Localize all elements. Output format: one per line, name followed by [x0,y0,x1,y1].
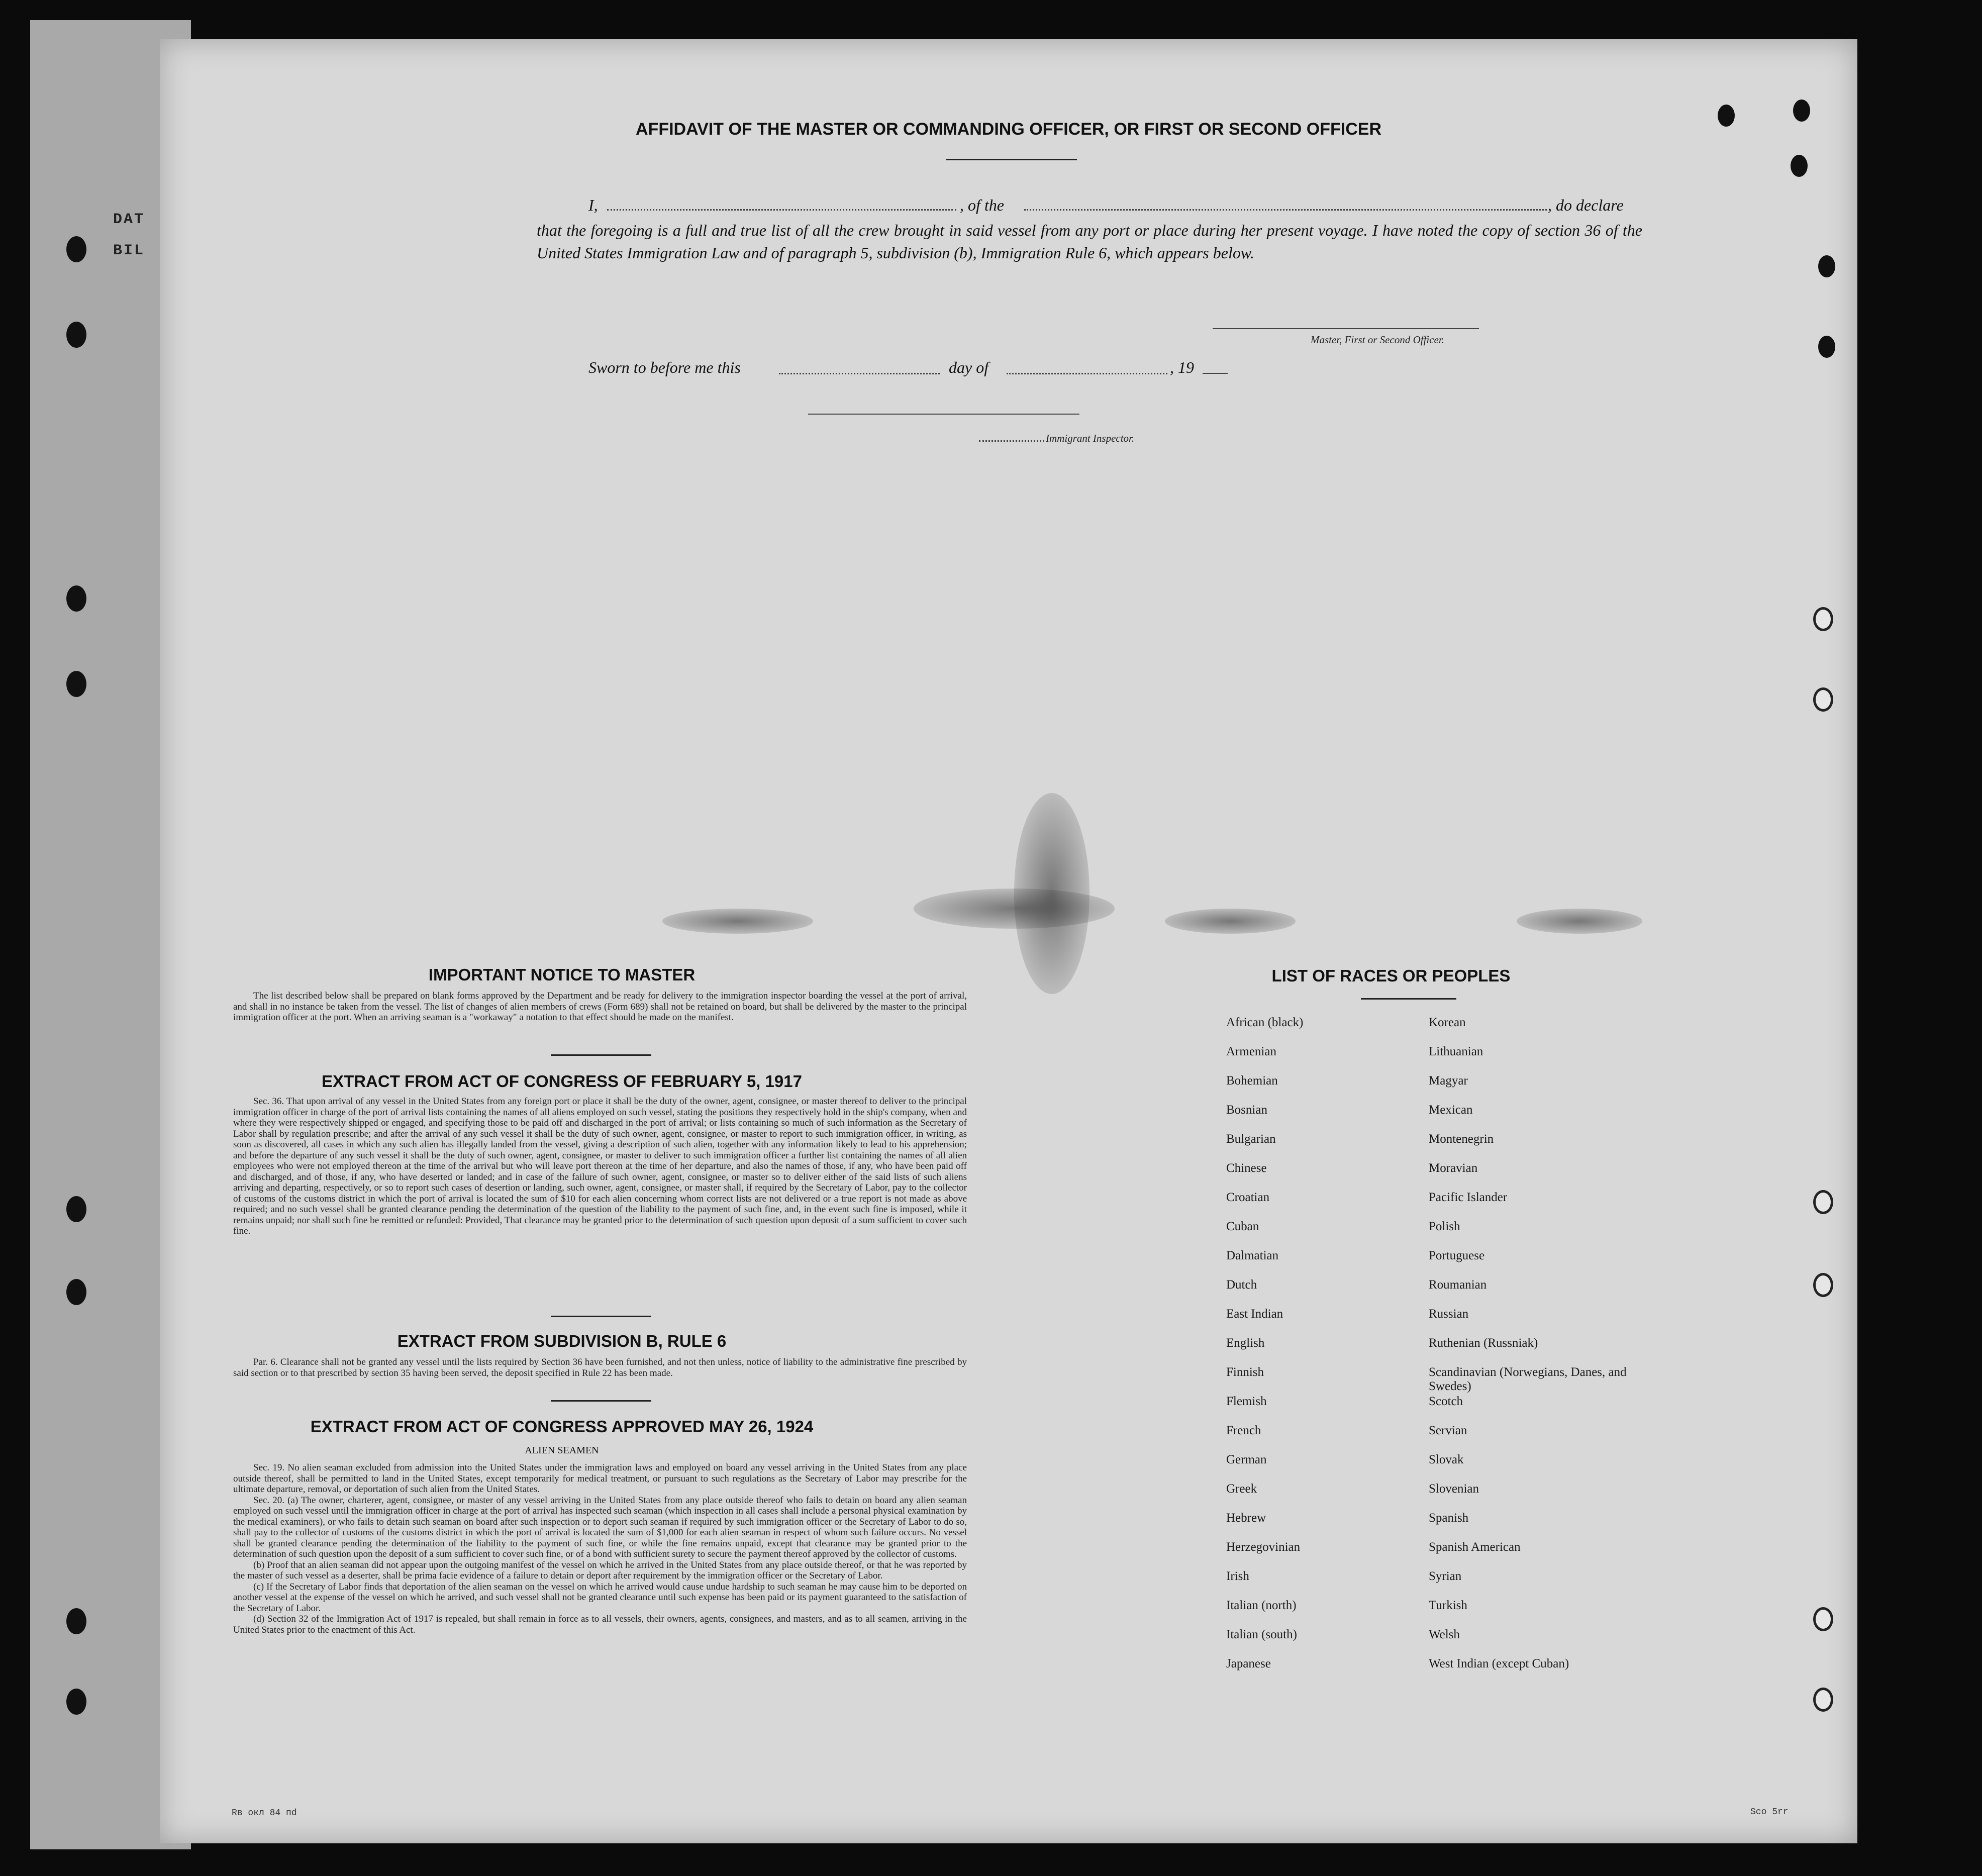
binder-hole-reinforced [1813,607,1833,631]
races-column-1 [1226,1016,1417,1686]
affidavit-of-the: , of the [960,196,1004,214]
sworn-text-1: Sworn to before me this [588,358,741,376]
race-item: Turkish [1429,1599,1467,1612]
race-item: Finnish [1226,1365,1264,1379]
binder-hole [1818,255,1835,277]
extract-1917-title: EXTRACT FROM ACT OF CONGRESS OF FEBRUARY 5, 1917 [322,1072,802,1091]
race-item: Chinese [1226,1161,1267,1175]
race-item: Slovenian [1429,1482,1479,1496]
backing-label-bil: BIL [113,242,145,259]
month-blank [1007,373,1167,374]
binder-hole [66,671,86,697]
binder-hole [66,585,86,612]
race-item: Polish [1429,1220,1460,1233]
form-code-left: Rв окл 84 пd [232,1808,297,1818]
binder-hole [1818,336,1835,358]
races-column-2 [1429,1016,1640,1686]
extract-1924-title: EXTRACT FROM ACT OF CONGRESS APPROVED MAY 26, 1924 [310,1417,814,1436]
inspector-label: Immigrant Inspector. [1046,432,1135,444]
race-item: East Indian [1226,1307,1283,1321]
race-item: Croatian [1226,1191,1270,1204]
extract-rule6-text: Par. 6. Clearance shall not be granted any vessel until the lists required by Section 36 have been furnished, and not then unless, notice of liability to the administrative fine prescribed by said section or to that prescribed by section 35 having been served, the deposit specified in Rule 22 has been made. [233,1357,967,1378]
binder-hole-reinforced [1813,687,1833,712]
title-rule [946,159,1077,160]
section-rule [551,1316,651,1317]
binder-hole [66,1279,86,1305]
race-item: Magyar [1429,1074,1468,1088]
race-item: Moravian [1429,1161,1478,1175]
race-item: African (black) [1226,1016,1304,1029]
ink-smudge [1165,909,1296,934]
race-item: Russian [1429,1307,1469,1321]
race-item: Korean [1429,1016,1466,1029]
binder-hole [66,1608,86,1634]
vessel-blank [1024,209,1547,211]
race-item: Montenegrin [1429,1132,1494,1146]
race-item: Welsh [1429,1628,1460,1641]
race-item: Armenian [1226,1045,1276,1058]
race-item: German [1226,1453,1267,1466]
race-item: Roumanian [1429,1278,1487,1292]
race-item: Spanish [1429,1511,1469,1525]
race-item: Pacific Islander [1429,1191,1508,1204]
race-item: Syrian [1429,1569,1462,1583]
race-item: French [1226,1424,1261,1437]
race-item: Spanish American [1429,1540,1521,1554]
race-item: Slovak [1429,1453,1464,1466]
race-item: Italian (north) [1226,1599,1297,1612]
binder-hole [1791,155,1808,177]
races-rule [1361,998,1456,1000]
binder-hole-reinforced [1813,1688,1833,1712]
race-item: Dutch [1226,1278,1257,1292]
race-item: Greek [1226,1482,1257,1496]
binder-hole [1793,100,1810,122]
affidavit-body: that the foregoing is a full and true list of all the crew brought in said vessel from any port or place during her present voyage. I have noted the copy of section 36 of the United States Immigration Law and of paragraph 5, subdivision (b), Immigration Rule 6, which appears below. [537,221,1642,262]
race-item: Herzegovinian [1226,1540,1301,1554]
binder-hole-reinforced [1813,1190,1833,1214]
master-signature-line [1213,328,1479,329]
binder-hole [66,322,86,348]
notice-title: IMPORTANT NOTICE TO MASTER [428,965,696,984]
race-item: Lithuanian [1429,1045,1483,1058]
day-blank [779,373,940,374]
race-item: Hebrew [1226,1511,1266,1525]
backing-label-dat: DAT [113,211,145,228]
race-item: Flemish [1226,1395,1267,1408]
ink-smudge [1014,793,1089,994]
race-item: Ruthenian (Russniak) [1429,1336,1538,1350]
race-item: Irish [1226,1569,1249,1583]
extract-1924-text: Sec. 19. No alien seaman excluded from admission into the United States under the immigration laws and employed on board any vessel arriving in the United States from any place outside thereof, shall be permitted to land in the United States, except temporarily for medical treatment, or pursuant to such regulations as the Secretary of Labor may prescribe for the ultimate departure, removal, or deportation of such alien from the United States. Sec. 20. (a) The owner, charterer, agent, consignee, or master of any vessel arriving in the United States from any place outside thereof who fails to detain on board any alien seaman employed on such vessel until the immigration officer in charge at the port of arrival has inspected such seaman (which inspection in all cases shall include a personal physical examination by the medical examiners), or who fails to detain such seaman on board after such inspection or to deport such seaman if required by such immigration officer or the Secretary of Labor to do so, shall pay to the collector of customs of the customs district in which the port of arrival is located the sum of $1,000 for each alien seaman in respect of whom such failure occurs. No vessel shall be granted clearance pending the determination of the liability to the payment of such fine, or while the fine remains unpaid, except that clearance may be granted prior to the determination of such question upon the deposit of a sum sufficient to cover such fine, or of a bond with sufficient surety to secure the payment thereof approved by the collector of customs. (b) Proof that an alien seaman did not appear upon the outgoing manifest of the vessel on which he arrived in the United States from any place outside thereof, or that he was reported by the master of such vessel as a deserter, shall be prima facie evidence of a failure to detain or deport after requirement by the immigration officer or the Secretary of Labor. (c) If the Secretary of Labor finds that deportation of the alien seaman on the vessel on which he arrived would cause undue hardship to such seaman he may cause him to be deported on another vessel at the expense of the vessel on which he arrived, and such vessel shall not be granted clearance until such expense has been paid or its payment guaranteed to the satisfaction of the Secretary of Labor. (d) Section 32 of the Immigration Act of 1917 is repealed, but shall remain in force as to all vessels, their owners, agents, consignees, and masters, and as to all seamen, arriving in the United States prior to the enactment of this Act. [233,1462,967,1635]
extract-1917-text: Sec. 36. That upon arrival of any vessel in the United States from any foreign port or place it shall be the duty of the owner, agent, consignee, or master thereof to deliver to the principal immigration officer in charge of the port of arrival lists containing the names of all aliens employed on such vessel, stating the positions they respectively hold in the ship's company, when and where they were respectively shipped or engaged, and specifying those to be paid off and discharged in the port of arrival; or lists containing so much of such information as the Secretary of Labor shall by regulation prescribe; and after the arrival of any such vessel it shall be the duty of such owner, agent, consignee, or master to report to such immigration officer, in writing, as soon as discovered, all cases in which any such alien has illegally landed from the vessel, giving a description of such alien, together with any information likely to lead to his apprehension; and before the departure of any such vessel it shall be the duty of such owner, agent, consignee, or master to deliver to such immigration officer a further list containing the names of all alien employees who were not employed thereon at the time of the arrival but who will leave port thereon at the time of her departure, and also the names of those, if any, who have been paid off and discharged, and of those, if any, who have deserted or landed; and in case of the failure of such owner, agent, consignee, or master so to deliver either of the said lists of such aliens arriving and departing, respectively, or so to report such cases of desertion or landing, such owner, agent, consignee, or master shall, if required by the Secretary of Labor, pay to the collector of customs of the customs district in which the port of arrival is located the sum of $10 for each alien concerning whom correct lists are not delivered or a true report is not made as above required; and no such vessel shall be granted clearance pending the determination of the question of the liability to the payment of such fine, and, in the event such fine is imposed, while it remains unpaid; nor shall such fine be remitted or refunded: Provided, That clearance may be granted prior to the determination of such question upon deposit of a sum sufficient to cover such fine. [233,1096,967,1236]
race-item: Mexican [1429,1103,1473,1117]
race-item: Scotch [1429,1395,1463,1408]
race-item: Italian (south) [1226,1628,1297,1641]
race-item: Bulgarian [1226,1132,1276,1146]
master-signature-label: Master, First or Second Officer. [1311,334,1444,346]
inspector-blank [979,440,1044,442]
race-item: Cuban [1226,1220,1259,1233]
affidavit-title: AFFIDAVIT OF THE MASTER OR COMMANDING OFFICER, OR FIRST OR SECOND OFFICER [636,120,1381,139]
extract-1924-subtitle: ALIEN SEAMEN [525,1445,599,1456]
section-rule [551,1054,651,1056]
race-item: Portuguese [1429,1249,1485,1262]
binder-hole [66,236,86,262]
race-item: English [1226,1336,1265,1350]
affidavit-i: I, [588,196,598,214]
extract-rule6-title: EXTRACT FROM SUBDIVISION B, RULE 6 [397,1332,727,1350]
race-item: West Indian (except Cuban) [1429,1657,1569,1670]
binder-hole [66,1196,86,1222]
ink-smudge [662,909,813,934]
notice-text: The list described below shall be prepared on blank forms approved by the Department and be ready for delivery to the immigration inspector boarding the vessel at the port of arrival, and shall in no instance be taken from the vessel. The list of changes of alien members of crews (Form 689) shall not be retained on board, but shall be delivered by the master to the principal immigration officer at the port. When an arriving seaman is a "workaway" a notation to that effect should be made on the manifest. [233,991,967,1023]
year-blank [1203,373,1228,374]
form-code-right: Sco 5rr [1750,1807,1789,1817]
race-item: Servian [1429,1424,1467,1437]
races-title: LIST OF RACES OR PEOPLES [1271,966,1511,985]
section-rule [551,1400,651,1402]
affidavit-do-declare: , do declare [1548,196,1624,214]
race-item: Japanese [1226,1657,1271,1670]
race-item: Dalmatian [1226,1249,1279,1262]
manifest-page [160,39,1857,1843]
ink-smudge [1517,909,1642,934]
binder-hole-reinforced [1813,1273,1833,1297]
binder-hole [66,1689,86,1715]
inspector-signature-line [808,414,1079,415]
race-item: Bosnian [1226,1103,1267,1117]
race-item: Bohemian [1226,1074,1278,1088]
sworn-text-2: day of [949,358,989,376]
binder-hole-reinforced [1813,1607,1833,1631]
name-blank [607,209,956,211]
race-item: Scandinavian (Norwegians, Danes, and Swedes) [1429,1365,1627,1393]
sworn-text-3: , 19 [1170,358,1194,376]
